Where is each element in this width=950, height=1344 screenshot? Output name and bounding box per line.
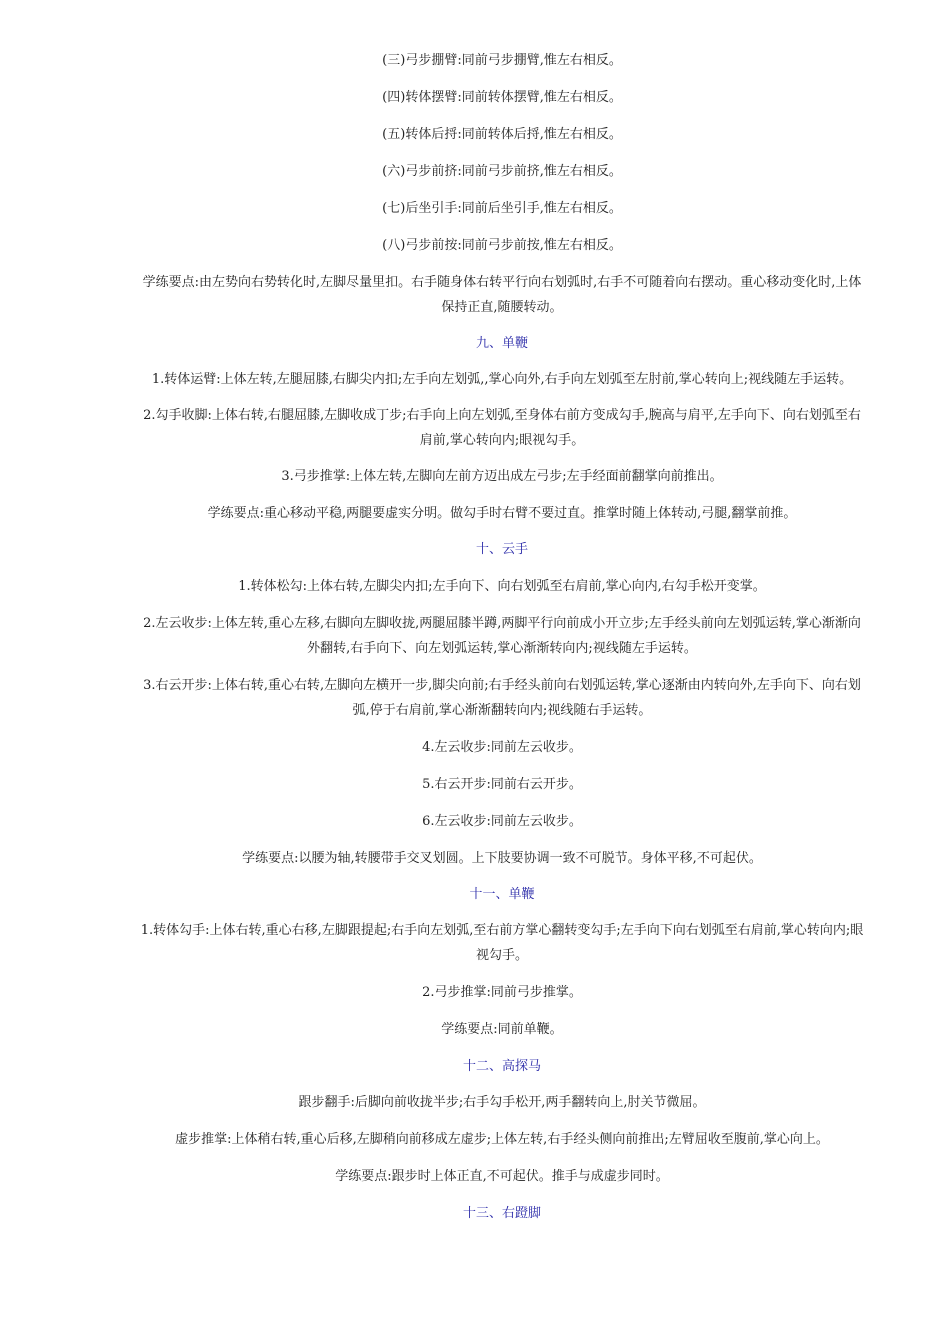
paragraph: (三)弓步掤臂:同前弓步掤臂,惟左右相反。 (382, 53, 622, 68)
paragraph: 2.弓步推掌:同前弓步推掌。 (422, 985, 582, 1000)
document-body (140, 48, 864, 1226)
paragraph: (八)弓步前按:同前弓步前按,惟左右相反。 (382, 238, 622, 253)
paragraph: (五)转体后捋:同前转体后捋,惟左右相反。 (382, 127, 622, 142)
paragraph: (七)后坐引手:同前后坐引手,惟左右相反。 (382, 201, 622, 216)
paragraph: 1.转体松勾:上体右转,左脚尖内扣;左手向下、向右划弧至右肩前,掌心向内,右勾手松开变掌。 (238, 579, 766, 594)
paragraph: 学练要点:以腰为轴,转腰带手交叉划圆。上下肢要协调一致不可脱节。身体平移,不可起伏。 (242, 851, 762, 866)
paragraph: 2.勾手收脚:上体右转,右腿屈膝,左脚收成丁步;右手向上向左划弧,至身体右前方变成勾手,腕高与肩平,左手向下、向右划弧至右肩前,掌心转向内;眼视勾手。 (143, 408, 861, 448)
section-heading: 九、单鞭 (475, 336, 528, 351)
paragraph: 2.左云收步:上体左转,重心左移,右脚向左脚收拢,两腿屈膝半蹲,两脚平行向前成小开立步;左手经头前向左划弧运转,掌心渐渐向外翻转,右手向下、向左划弧运转,掌心渐渐转向内;视线随左手运转。 (143, 616, 861, 656)
paragraph: (四)转体摆臂:同前转体摆臂,惟左右相反。 (382, 90, 622, 105)
section-heading: 十三、右蹬脚 (462, 1206, 541, 1221)
paragraph: 4.左云收步:同前左云收步。 (422, 740, 582, 755)
paragraph: 1.转体运臂:上体左转,左腿屈膝,右脚尖内扣;左手向左划弧,,掌心向外,右手向左划弧至左肘前,掌心转向上;视线随左手运转。 (151, 372, 853, 387)
paragraph: 3.弓步推掌:上体左转,左脚向左前方迈出成左弓步;左手经面前翻掌向前推出。 (281, 469, 723, 484)
paragraph: 1.转体勾手:上体右转,重心右移,左脚跟提起;右手向左划弧,至右前方掌心翻转变勾手;左手向下向右划弧至右肩前,掌心转向内;眼视勾手。 (140, 923, 864, 963)
section-heading: 十、云手 (475, 542, 528, 557)
paragraph: 跟步翻手:后脚向前收拢半步;右手勾手松开,两手翻转向上,肘关节微屈。 (298, 1095, 706, 1110)
paragraph: 学练要点:同前单鞭。 (441, 1022, 563, 1037)
paragraph: 5.右云开步:同前右云开步。 (422, 777, 582, 792)
paragraph: 学练要点:跟步时上体正直,不可起伏。推手与成虚步同时。 (335, 1169, 669, 1184)
paragraph: 6.左云收步:同前左云收步。 (422, 814, 582, 829)
paragraph: 学练要点:由左势向右势转化时,左脚尽量里扣。右手随身体右转平行向右划弧时,右手不可随着向右摆动。重心移动变化时,上体保持正直,随腰转动。 (142, 275, 862, 315)
paragraph: (六)弓步前挤:同前弓步前挤,惟左右相反。 (382, 164, 622, 179)
section-heading: 十二、高探马 (462, 1059, 541, 1074)
section-heading: 十一、单鞭 (469, 887, 535, 902)
paragraph: 3.右云开步:上体右转,重心右转,左脚向左横开一步,脚尖向前;右手经头前向右划弧运转,掌心逐渐由内转向外,左手向下、向右划弧,停于右肩前,掌心渐渐翻转向内;视线随右手运转。 (143, 678, 861, 718)
paragraph: 虚步推掌:上体稍右转,重心后移,左脚稍向前移成左虚步;上体左转,右手经头侧向前推出;左臂屈收至腹前,掌心向上。 (175, 1132, 829, 1147)
paragraph: 学练要点:重心移动平稳,两腿要虚实分明。做勾手时右臂不要过直。推掌时随上体转动,弓腿,翻掌前推。 (207, 506, 797, 521)
